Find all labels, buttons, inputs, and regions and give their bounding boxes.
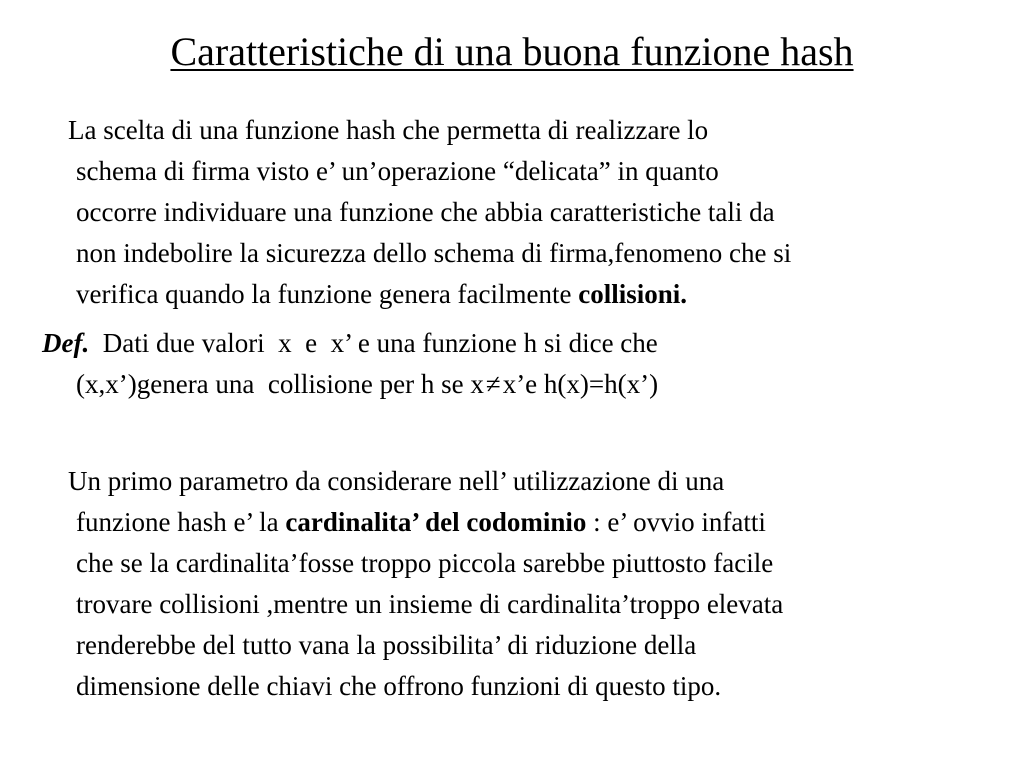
paragraph-2-line-2-start: funzione hash e’ la [76,507,286,537]
definition-line-1 [42,327,658,359]
definition-line-2-start: (x,x’)genera una collisione per h se x [76,369,484,399]
definition-line-2-end: x’e h(x)=h(x’) [502,369,659,399]
paragraph-1-line-5-text: verifica quando la funzione genera facilmente [76,279,579,309]
paragraph-2-line-3: che se la cardinalita’fosse troppo piccola sarebbe piuttosto facile [76,548,774,578]
slide-title [0,28,1024,76]
paragraph-2-line-2 [76,506,766,538]
paragraph-1-line-2: schema di firma visto e’ un’operazione “delicata” in quanto [76,156,719,186]
paragraph-1-line-5 [76,278,687,310]
paragraph-2-line-4: trovare collisioni ,mentre un insieme di cardinalita’troppo elevata [76,589,784,619]
not-equal-symbol: ≠ [485,369,501,399]
paragraph-1-line-3: occorre individuare una funzione che abbia caratteristiche tali da [76,197,775,227]
paragraph-2-line-5: renderebbe del tutto vana la possibilita’ di riduzione della [76,630,697,660]
definition-line-1-text: Dati due valori x e x’ e una funzione h si dice che [89,328,658,358]
paragraph-2-line-1: Un primo parametro da considerare nell’ utilizzazione di una [68,466,725,496]
collisioni-emphasis: collisioni. [578,279,688,309]
paragraph-1-line-1: La scelta di una funzione hash che permetta di realizzare lo [68,115,709,145]
paragraph-2-line-2-end: : e’ ovvio infatti [586,507,766,537]
definition-line-2 [76,368,658,400]
paragraph-2-line-6: dimensione delle chiavi che offrono funzioni di questo tipo. [76,671,722,701]
cardinalita-emphasis: cardinalita’ del codominio [285,507,587,537]
definition-label: Def. [42,328,90,358]
paragraph-1-line-4: non indebolire la sicurezza dello schema di firma,fenomeno che si [76,238,792,268]
slide-title-text: Caratteristiche di una buona funzione hash [170,29,854,74]
